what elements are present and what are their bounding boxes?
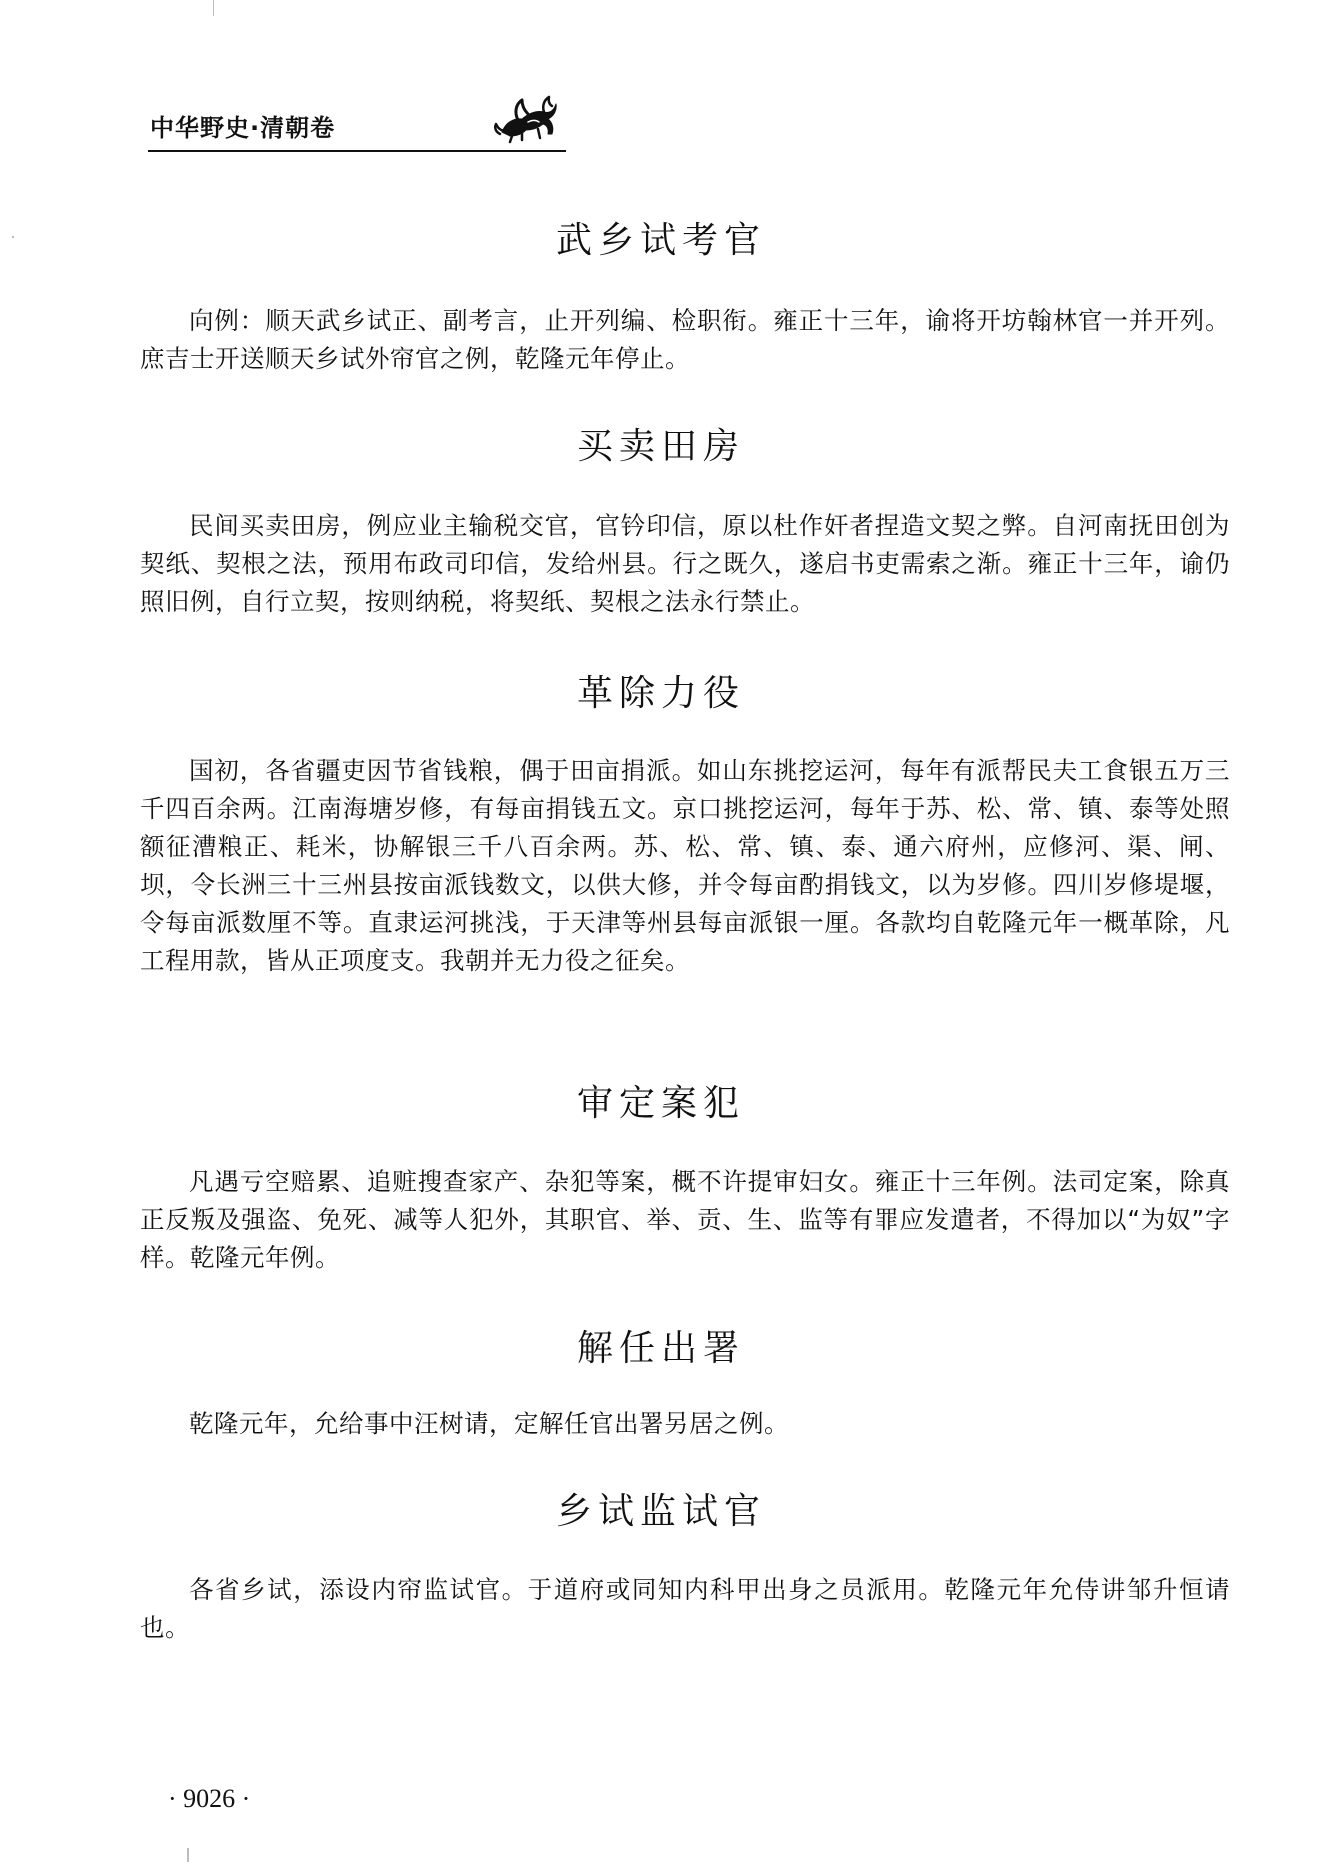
section-title-gechu-liyi: 革除力役 bbox=[576, 673, 745, 714]
dragon-emblem-icon bbox=[492, 92, 562, 144]
running-head bbox=[148, 100, 568, 154]
scan-mark bbox=[213, 0, 214, 16]
scan-mark bbox=[187, 1848, 189, 1862]
section-title-maimai-tianfang: 买卖田房 bbox=[576, 426, 745, 467]
paragraph-xiangshi-jianshiguan: 各省乡试，添设内帘监试官。于道府或同知内科甲出身之员派用。乾隆元年允侍讲邹升恒请也。 bbox=[140, 1575, 1230, 1642]
paragraph-wu-xiangshi-kaoguan: 向例：顺天武乡试正、副考言，止开列编、检职衔。雍正十三年，谕将开坊翰林官一并开列。庶吉士开送顺天乡试外帘官之例，乾隆元年停止。 bbox=[140, 306, 1230, 373]
paragraph-jieren-chushu: 乾隆元年，允给事中汪树请，定解任官出署另居之例。 bbox=[189, 1409, 789, 1438]
section-title-jieren-chushu: 解任出署 bbox=[576, 1328, 745, 1369]
scan-speck bbox=[12, 236, 14, 238]
paragraph-maimai-tianfang: 民间买卖田房，例应业主输税交官，官钤印信，原以杜作奸者捏造文契之弊。自河南抚田创为契纸、契根之法，预用布政司印信，发给州县。行之既久，遂启书吏需索之渐。雍正十三年，谕仍照旧例，自行立契，按则纳税，将契纸、契根之法永行禁止。 bbox=[140, 511, 1230, 616]
section-title-shending-anfan: 审定案犯 bbox=[576, 1083, 745, 1124]
paragraph-gechu-liyi: 国初，各省疆吏因节省钱粮，偶于田亩捐派。如山东挑挖运河，每年有派帮民夫工食银五万三千四百余两。江南海塘岁修，有每亩捐钱五文。京口挑挖运河，每年于苏、松、常、镇、泰等处照额征漕粮正、耗米，协解银三千八百余两。苏、松、常、镇、泰、通六府州，应修河、渠、闸、坝，令长洲三十三州县按亩派钱数文，以供大修，并令每亩酌捐钱文，以为岁修。四川岁修堤堰，令每亩派数厘不等。直隶运河挑浅，于天津等州县每亩派银一厘。各款均自乾隆元年一概革除，凡工程用款，皆从正项度支。我朝并无力役之征矣。 bbox=[140, 756, 1230, 975]
paragraph-shending-anfan: 凡遇亏空赔累、追赃搜查家产、杂犯等案，概不许提审妇女。雍正十三年例。法司定案，除真正反叛及强盗、免死、减等人犯外，其职官、举、贡、生、监等有罪应发遣者，不得加以“为奴”字样。乾隆元年例。 bbox=[140, 1167, 1230, 1272]
section-title-xiangshi-jianshiguan: 乡试监试官 bbox=[555, 1491, 766, 1532]
page-number: · 9026 · bbox=[168, 1784, 251, 1813]
running-title: 中华野史·清朝卷 bbox=[150, 114, 336, 142]
header-rule bbox=[148, 150, 566, 152]
section-title-wu-xiangshi-kaoguan: 武乡试考官 bbox=[555, 220, 766, 261]
